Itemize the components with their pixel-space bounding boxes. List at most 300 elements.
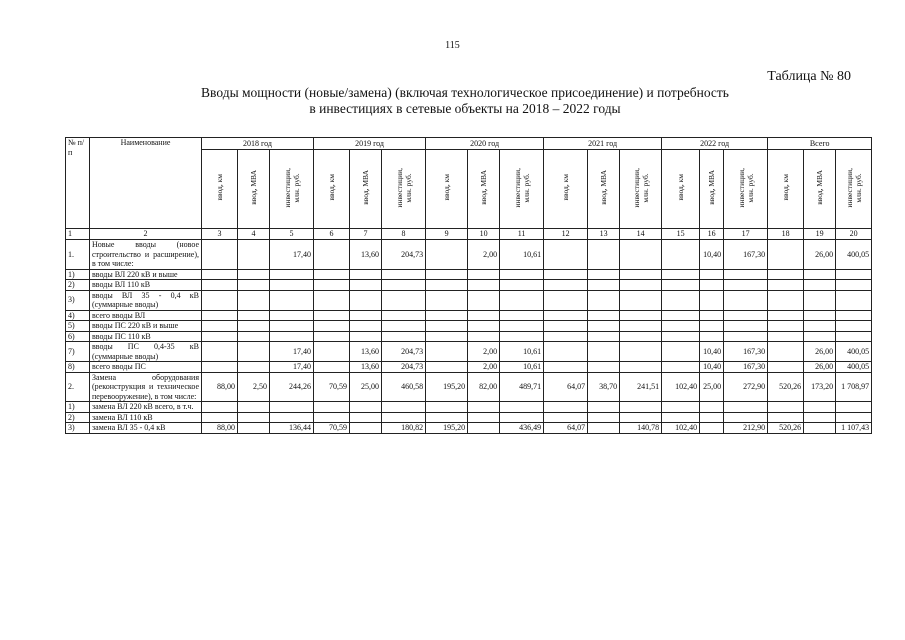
value-cell [426, 280, 468, 291]
subheader-mva-label [599, 170, 608, 205]
subheader-km [544, 150, 588, 229]
value-cell [804, 280, 836, 291]
value-cell [700, 331, 724, 342]
value-cell [836, 331, 872, 342]
value-cell: 520,26 [768, 423, 804, 434]
value-cell [804, 290, 836, 310]
value-cell [314, 321, 350, 332]
value-cell: 489,71 [500, 372, 544, 402]
subheader-investments-label [737, 168, 755, 208]
value-cell [270, 290, 314, 310]
value-cell [804, 321, 836, 332]
value-cell: 10,61 [500, 342, 544, 362]
value-cell: 195,20 [426, 372, 468, 402]
title-line-1: Вводы мощности (новые/замена) (включая технологическое присоединение) и потребность [201, 85, 729, 100]
value-cell [426, 342, 468, 362]
value-cell [588, 402, 620, 413]
value-cell [662, 321, 700, 332]
value-cell [350, 331, 382, 342]
value-cell [724, 412, 768, 423]
column-number: 18 [768, 229, 804, 240]
value-cell [768, 331, 804, 342]
column-number: 15 [662, 229, 700, 240]
value-cell [468, 280, 500, 291]
value-cell [544, 269, 588, 280]
value-cell: 2,50 [238, 372, 270, 402]
row-name: вводы ВЛ 220 кВ и выше [90, 269, 202, 280]
value-cell [700, 269, 724, 280]
column-number: 20 [836, 229, 872, 240]
value-cell [724, 402, 768, 413]
subheader-km-text: ввод, км [676, 174, 686, 202]
row-name: замена ВЛ 110 кВ [90, 412, 202, 423]
table-row [66, 269, 872, 280]
subheader-mva [350, 150, 382, 229]
subheader-investments-text: инвестиции, [282, 167, 292, 208]
value-cell [836, 269, 872, 280]
value-cell: 102,40 [662, 372, 700, 402]
value-cell [382, 321, 426, 332]
subheader-mva [588, 150, 620, 229]
value-cell [202, 321, 238, 332]
value-cell [620, 321, 662, 332]
subheader-km-label [442, 174, 451, 201]
value-cell: 167,30 [724, 362, 768, 373]
header-num: № п/п [66, 138, 90, 229]
value-cell: 167,30 [724, 342, 768, 362]
value-cell: 204,73 [382, 240, 426, 270]
value-cell: 26,00 [804, 362, 836, 373]
value-cell [662, 362, 700, 373]
table-row [66, 321, 872, 332]
value-cell [662, 269, 700, 280]
value-cell: 88,00 [202, 372, 238, 402]
subheader-investments-label [632, 168, 650, 208]
value-cell [588, 412, 620, 423]
value-cell [620, 362, 662, 373]
value-cell [426, 290, 468, 310]
subheader-mva [468, 150, 500, 229]
value-cell [768, 269, 804, 280]
value-cell [804, 331, 836, 342]
subheader-investments-text: млн. руб. [291, 173, 301, 203]
value-cell [270, 269, 314, 280]
header-year: 2020 год [426, 138, 544, 150]
subheader-investments [500, 150, 544, 229]
value-cell: 38,70 [588, 372, 620, 402]
value-cell: 520,26 [768, 372, 804, 402]
row-number: 5) [66, 321, 90, 332]
subheader-investments-text: инвестиции, [631, 167, 641, 208]
value-cell [314, 342, 350, 362]
column-number: 17 [724, 229, 768, 240]
table-row [66, 310, 872, 321]
value-cell: 400,05 [836, 362, 872, 373]
value-cell [350, 269, 382, 280]
subheader-km-text: ввод, км [561, 174, 571, 202]
subheader-km-label [561, 174, 570, 201]
value-cell [662, 240, 700, 270]
value-cell [314, 362, 350, 373]
value-cell: 70,59 [314, 372, 350, 402]
value-cell [500, 321, 544, 332]
value-cell: 17,40 [270, 362, 314, 373]
value-cell [270, 280, 314, 291]
row-number: 2) [66, 280, 90, 291]
value-cell [426, 269, 468, 280]
value-cell [500, 280, 544, 291]
column-number: 13 [588, 229, 620, 240]
value-cell [270, 331, 314, 342]
value-cell [588, 423, 620, 434]
value-cell: 25,00 [700, 372, 724, 402]
value-cell: 167,30 [724, 240, 768, 270]
table-row [66, 402, 872, 413]
row-name: Новые вводы (новое строительство и расширение), в том числе: [90, 240, 202, 270]
subheader-mva [804, 150, 836, 229]
value-cell [724, 269, 768, 280]
value-cell [350, 402, 382, 413]
table-label: Таблица № 80 [767, 69, 851, 84]
value-cell: 10,61 [500, 362, 544, 373]
value-cell [350, 321, 382, 332]
value-cell [620, 310, 662, 321]
value-cell [500, 310, 544, 321]
table-row [66, 331, 872, 342]
value-cell [768, 362, 804, 373]
value-cell [314, 310, 350, 321]
value-cell: 1 708,97 [836, 372, 872, 402]
value-cell [804, 310, 836, 321]
value-cell [700, 290, 724, 310]
subheader-investments-label [513, 168, 531, 208]
subheader-mva-label [479, 170, 488, 205]
value-cell [468, 412, 500, 423]
subheader-mva-text: ввод, МВА [815, 170, 825, 206]
subheader-mva-text: ввод, МВА [479, 170, 489, 206]
column-number: 16 [700, 229, 724, 240]
subheader-investments-label [283, 168, 301, 208]
value-cell: 1 107,43 [836, 423, 872, 434]
value-cell [724, 290, 768, 310]
value-cell [202, 331, 238, 342]
title-line-2: в инвестициях в сетевые объекты на 2018 – 2022 годы [309, 101, 621, 116]
header-year: 2018 год [202, 138, 314, 150]
header-row-years [66, 138, 872, 150]
value-cell [468, 290, 500, 310]
column-number: 10 [468, 229, 500, 240]
column-number: 2 [90, 229, 202, 240]
value-cell [620, 402, 662, 413]
column-number: 8 [382, 229, 426, 240]
value-cell [500, 331, 544, 342]
value-cell [544, 240, 588, 270]
value-cell: 436,49 [500, 423, 544, 434]
column-number: 14 [620, 229, 662, 240]
value-cell [662, 280, 700, 291]
subheader-km [768, 150, 804, 229]
value-cell [588, 362, 620, 373]
value-cell: 13,60 [350, 342, 382, 362]
value-cell [238, 310, 270, 321]
value-cell [662, 331, 700, 342]
value-cell: 272,90 [724, 372, 768, 402]
value-cell [662, 290, 700, 310]
value-cell [544, 310, 588, 321]
subheader-investments-text: млн. руб. [745, 173, 755, 203]
value-cell [620, 280, 662, 291]
value-cell [238, 412, 270, 423]
subheader-investments-text: млн. руб. [403, 173, 413, 203]
subheader-investments-text: инвестиции, [844, 167, 854, 208]
subheader-mva-label [249, 170, 258, 205]
row-name: всего вводы ПС [90, 362, 202, 373]
value-cell [202, 290, 238, 310]
subheader-mva-text: ввод, МВА [599, 170, 609, 206]
subheader-mva [238, 150, 270, 229]
value-cell [700, 402, 724, 413]
value-cell [382, 290, 426, 310]
value-cell [426, 331, 468, 342]
value-cell [314, 412, 350, 423]
table-row [66, 280, 872, 291]
table-row [66, 362, 872, 373]
subheader-mva-label [361, 170, 370, 205]
value-cell [314, 402, 350, 413]
value-cell: 10,40 [700, 240, 724, 270]
value-cell [500, 402, 544, 413]
value-cell [468, 269, 500, 280]
subheader-km-text: ввод, км [442, 174, 452, 202]
value-cell [238, 240, 270, 270]
value-cell [468, 321, 500, 332]
value-cell: 400,05 [836, 240, 872, 270]
value-cell [836, 310, 872, 321]
value-cell [238, 402, 270, 413]
row-number: 1) [66, 269, 90, 280]
value-cell [202, 362, 238, 373]
row-number: 3) [66, 290, 90, 310]
value-cell [238, 423, 270, 434]
value-cell [620, 331, 662, 342]
value-cell [662, 310, 700, 321]
value-cell [544, 412, 588, 423]
value-cell [700, 280, 724, 291]
value-cell [468, 402, 500, 413]
value-cell [202, 240, 238, 270]
value-cell [468, 331, 500, 342]
value-cell [426, 362, 468, 373]
page-number: 115 [445, 40, 460, 51]
subheader-km-label [676, 174, 685, 201]
row-name: вводы ПС 110 кВ [90, 331, 202, 342]
value-cell [768, 412, 804, 423]
value-cell [700, 423, 724, 434]
subheader-mva-text: ввод, МВА [707, 170, 717, 206]
value-cell [426, 412, 468, 423]
subheader-km [314, 150, 350, 229]
value-cell: 244,26 [270, 372, 314, 402]
value-cell [836, 402, 872, 413]
value-cell [768, 321, 804, 332]
value-cell: 64,07 [544, 372, 588, 402]
value-cell [768, 342, 804, 362]
value-cell [238, 321, 270, 332]
value-cell [724, 331, 768, 342]
value-cell [350, 412, 382, 423]
subheader-km-text: ввод, км [327, 174, 337, 202]
row-number: 7) [66, 342, 90, 362]
row-number: 2. [66, 372, 90, 402]
value-cell [202, 269, 238, 280]
row-name: вводы ПС 220 кВ и выше [90, 321, 202, 332]
subheader-investments-text: инвестиции, [394, 167, 404, 208]
row-number: 6) [66, 331, 90, 342]
row-number: 1) [66, 402, 90, 413]
subheader-km-label [327, 174, 336, 201]
value-cell [382, 269, 426, 280]
value-cell [314, 269, 350, 280]
row-number: 1. [66, 240, 90, 270]
value-cell [620, 290, 662, 310]
value-cell [836, 412, 872, 423]
value-cell [426, 310, 468, 321]
value-cell: 204,73 [382, 342, 426, 362]
value-cell [588, 310, 620, 321]
row-number: 3) [66, 423, 90, 434]
column-number: 9 [426, 229, 468, 240]
value-cell [500, 412, 544, 423]
value-cell [382, 310, 426, 321]
row-name: вводы ВЛ 110 кВ [90, 280, 202, 291]
value-cell [314, 280, 350, 291]
value-cell [270, 321, 314, 332]
value-cell [468, 310, 500, 321]
value-cell: 460,58 [382, 372, 426, 402]
value-cell [620, 269, 662, 280]
header-year: 2021 год [544, 138, 662, 150]
value-cell [382, 280, 426, 291]
value-cell: 180,82 [382, 423, 426, 434]
row-name: Замена оборудования (реконструкция и техническое перевооружение), в том числе: [90, 372, 202, 402]
value-cell [804, 269, 836, 280]
subheader-investments [270, 150, 314, 229]
column-number: 12 [544, 229, 588, 240]
value-cell: 2,00 [468, 342, 500, 362]
row-number: 4) [66, 310, 90, 321]
value-cell [500, 269, 544, 280]
value-cell [724, 280, 768, 291]
value-cell [544, 321, 588, 332]
value-cell [314, 331, 350, 342]
value-cell [270, 402, 314, 413]
value-cell [382, 412, 426, 423]
value-cell [382, 402, 426, 413]
column-number: 5 [270, 229, 314, 240]
row-name: замена ВЛ 220 кВ всего, в т.ч. [90, 402, 202, 413]
table-row [66, 412, 872, 423]
table-row [66, 423, 872, 434]
row-number: 8) [66, 362, 90, 373]
value-cell [588, 342, 620, 362]
value-cell [804, 412, 836, 423]
value-cell [202, 402, 238, 413]
value-cell [836, 321, 872, 332]
subheader-mva-label [815, 170, 824, 205]
header-year: 2022 год [662, 138, 768, 150]
value-cell [588, 269, 620, 280]
value-cell: 2,00 [468, 362, 500, 373]
value-cell: 13,60 [350, 362, 382, 373]
value-cell [724, 321, 768, 332]
subheader-investments [724, 150, 768, 229]
value-cell [768, 280, 804, 291]
row-name: вводы ПС 0,4-35 кВ (суммарные вводы) [90, 342, 202, 362]
column-number: 19 [804, 229, 836, 240]
column-number: 3 [202, 229, 238, 240]
value-cell [238, 269, 270, 280]
value-cell [382, 331, 426, 342]
value-cell [588, 331, 620, 342]
value-cell [426, 321, 468, 332]
value-cell: 241,51 [620, 372, 662, 402]
value-cell [836, 280, 872, 291]
table-row [66, 342, 872, 362]
value-cell [804, 402, 836, 413]
value-cell [202, 280, 238, 291]
subheader-investments-text: инвестиции, [736, 167, 746, 208]
value-cell [700, 321, 724, 332]
value-cell: 10,40 [700, 362, 724, 373]
value-cell: 26,00 [804, 342, 836, 362]
value-cell: 204,73 [382, 362, 426, 373]
subheader-investments-text: млн. руб. [640, 173, 650, 203]
value-cell [238, 362, 270, 373]
value-cell [202, 412, 238, 423]
value-cell: 102,40 [662, 423, 700, 434]
column-number-row [66, 229, 872, 240]
subheader-investments [620, 150, 662, 229]
subheader-investments-label [845, 168, 863, 208]
value-cell [238, 290, 270, 310]
value-cell [468, 423, 500, 434]
value-cell: 136,44 [270, 423, 314, 434]
subheader-km-text: ввод, км [781, 174, 791, 202]
value-cell [588, 321, 620, 332]
header-name: Наименование [90, 138, 202, 229]
table-row [66, 372, 872, 402]
subheader-investments [836, 150, 872, 229]
investment-table [65, 137, 872, 434]
subheader-km [426, 150, 468, 229]
value-cell [500, 290, 544, 310]
value-cell [544, 362, 588, 373]
value-cell [700, 310, 724, 321]
value-cell [768, 290, 804, 310]
value-cell [350, 423, 382, 434]
value-cell [270, 412, 314, 423]
subheader-investments-text: млн. руб. [853, 173, 863, 203]
value-cell [588, 280, 620, 291]
row-name: всего вводы ВЛ [90, 310, 202, 321]
value-cell [662, 402, 700, 413]
value-cell: 10,61 [500, 240, 544, 270]
value-cell [620, 412, 662, 423]
value-cell [662, 412, 700, 423]
value-cell [544, 402, 588, 413]
value-cell [836, 290, 872, 310]
value-cell: 70,59 [314, 423, 350, 434]
